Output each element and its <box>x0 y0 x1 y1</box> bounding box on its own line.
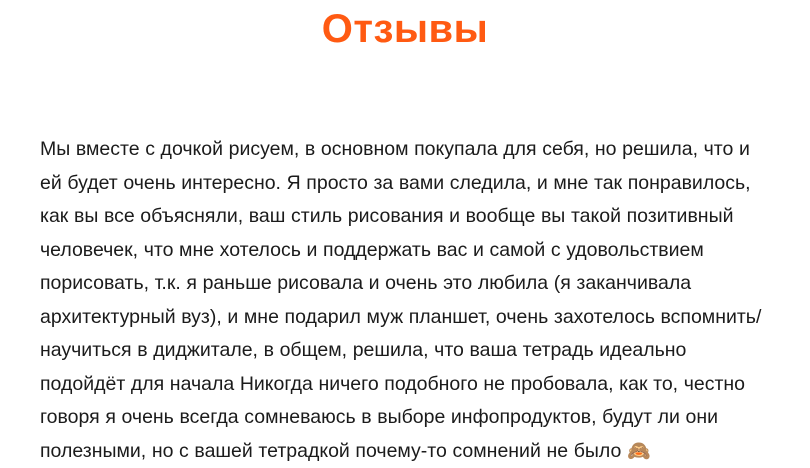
review-paragraph <box>40 133 770 468</box>
review-block <box>40 133 770 468</box>
page-title: Отзывы <box>321 7 489 51</box>
monkey-covering-eyes-icon: 🙈 <box>626 440 651 462</box>
review-text: Мы вместе с дочкой рисуем, в основном покупала для себя, но решила, что и ей будет очень интересно. Я просто за вами следила, и мне так понравилось, как вы все объясняли, ваш стиль рисования и вообще вы такой позитивный человечек, что мне хотелось и поддержать вас и самой с удовольствием порисовать, т.к. я раньше рисовала и очень это любила (я заканчивала архитектурный вуз), и мне подарил муж планшет, очень захотелось вспомнить/научиться в диджитале, в общем, решила, что ваша тетрадь идеально подойдёт для начала Никогда ничего подобного не пробовала, как то, честно говоря я очень всегда сомневаюсь в выборе инфопродуктов, будут ли они полезными, но с вашей тетрадкой почему-то сомнений не было <box>40 138 762 462</box>
